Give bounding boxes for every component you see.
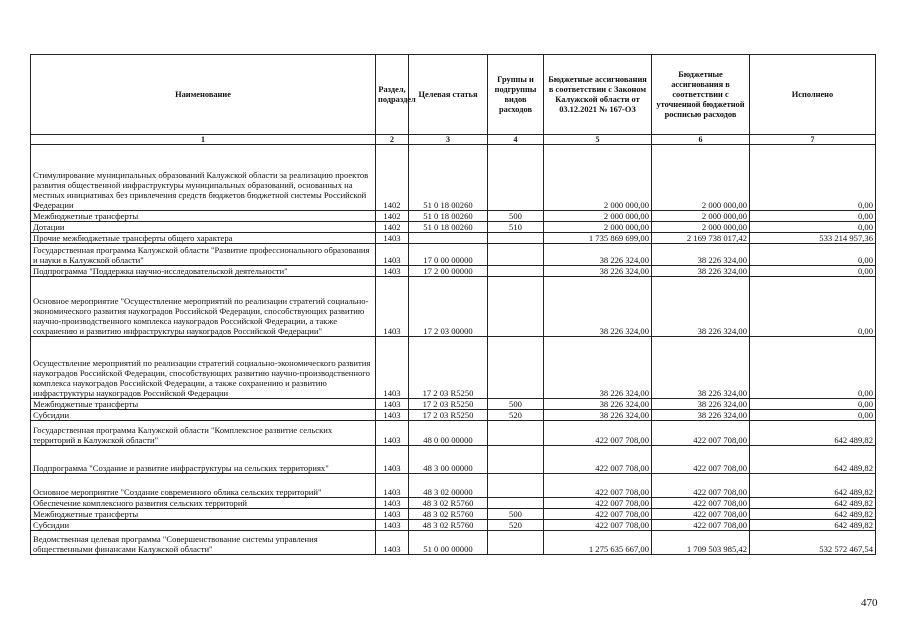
row-law-amount: 422 007 708,00 xyxy=(544,421,652,446)
row-section: 1403 xyxy=(376,266,409,277)
column-number: 3 xyxy=(409,135,488,145)
row-group xyxy=(488,277,544,337)
row-law-amount: 2 000 000,00 xyxy=(544,211,652,222)
row-section: 1403 xyxy=(376,498,409,509)
table-row xyxy=(31,474,876,498)
table-row xyxy=(31,531,876,555)
row-section: 1403 xyxy=(376,399,409,410)
table-row xyxy=(31,211,876,222)
row-name: Субсидии xyxy=(31,520,376,531)
row-section: 1403 xyxy=(376,446,409,474)
row-law-amount: 38 226 324,00 xyxy=(544,399,652,410)
row-refined-amount: 422 007 708,00 xyxy=(652,421,750,446)
header-group: Группы и подгруппы видов расходов xyxy=(488,55,544,135)
budget-table-sheet xyxy=(30,54,875,555)
row-section: 1403 xyxy=(376,509,409,520)
row-law-amount: 38 226 324,00 xyxy=(544,410,652,421)
row-refined-amount: 1 709 503 985,42 xyxy=(652,531,750,555)
row-executed-amount: 642 489,82 xyxy=(750,498,876,509)
row-refined-amount: 422 007 708,00 xyxy=(652,498,750,509)
row-law-amount: 1 735 869 699,00 xyxy=(544,233,652,244)
table-row xyxy=(31,266,876,277)
page-number: 470 xyxy=(861,597,878,609)
row-refined-amount: 422 007 708,00 xyxy=(652,474,750,498)
row-executed-amount: 642 489,82 xyxy=(750,474,876,498)
row-refined-amount: 38 226 324,00 xyxy=(652,410,750,421)
row-law-amount: 1 275 635 667,00 xyxy=(544,531,652,555)
row-executed-amount: 0,00 xyxy=(750,410,876,421)
row-target: 48 3 02 R5760 xyxy=(409,498,488,509)
table-row xyxy=(31,509,876,520)
column-number: 6 xyxy=(652,135,750,145)
row-name: Прочие межбюджетные трансферты общего характера xyxy=(31,233,376,244)
row-group: 520 xyxy=(488,520,544,531)
row-target: 48 3 02 00000 xyxy=(409,474,488,498)
row-group: 500 xyxy=(488,509,544,520)
table-row xyxy=(31,421,876,446)
row-group: 500 xyxy=(488,211,544,222)
row-name: Межбюджетные трансферты xyxy=(31,399,376,410)
row-executed-amount: 532 572 467,54 xyxy=(750,531,876,555)
row-target: 17 0 00 00000 xyxy=(409,244,488,266)
row-name: Ведомственная целевая программа "Совершенствование системы управления общественными финансами Калужской области" xyxy=(31,531,376,555)
row-group xyxy=(488,446,544,474)
row-name: Субсидии xyxy=(31,410,376,421)
row-target: 48 0 00 00000 xyxy=(409,421,488,446)
row-group: 520 xyxy=(488,410,544,421)
table-row xyxy=(31,244,876,266)
row-section: 1403 xyxy=(376,233,409,244)
row-name: Государственная программа Калужской области "Развитие профессионального образования и науки в Калужской области" xyxy=(31,244,376,266)
row-executed-amount: 642 489,82 xyxy=(750,509,876,520)
row-law-amount: 422 007 708,00 xyxy=(544,446,652,474)
table-row xyxy=(31,498,876,509)
row-name: Основное мероприятие "Осуществление мероприятий по реализации стратегий социально-экономического развития наукоградов Российской Федерации, способствующих развитию научно-производственного комплекса наукоградов Российской Федерации, а также сохранению и развитию инфраструктуры наукоградов Российской Федерации" xyxy=(31,277,376,337)
row-section: 1403 xyxy=(376,531,409,555)
row-executed-amount: 0,00 xyxy=(750,399,876,410)
row-target: 48 3 00 00000 xyxy=(409,446,488,474)
row-group xyxy=(488,266,544,277)
row-target: 48 3 02 R5760 xyxy=(409,509,488,520)
table-row xyxy=(31,399,876,410)
row-section: 1403 xyxy=(376,410,409,421)
table-row xyxy=(31,520,876,531)
row-law-amount: 2 000 000,00 xyxy=(544,222,652,233)
row-section: 1402 xyxy=(376,145,409,211)
row-target: 17 2 00 00000 xyxy=(409,266,488,277)
row-executed-amount: 0,00 xyxy=(750,266,876,277)
row-group xyxy=(488,474,544,498)
row-refined-amount: 38 226 324,00 xyxy=(652,244,750,266)
row-name: Государственная программа Калужской области "Комплексное развитие сельских территорий в Калужской области" xyxy=(31,421,376,446)
row-executed-amount: 0,00 xyxy=(750,145,876,211)
header-row xyxy=(31,55,876,135)
row-law-amount: 38 226 324,00 xyxy=(544,277,652,337)
row-refined-amount: 38 226 324,00 xyxy=(652,277,750,337)
column-number: 4 xyxy=(488,135,544,145)
table-row xyxy=(31,145,876,211)
row-refined-amount: 2 169 738 017,42 xyxy=(652,233,750,244)
row-group xyxy=(488,337,544,399)
row-refined-amount: 422 007 708,00 xyxy=(652,509,750,520)
row-executed-amount: 642 489,82 xyxy=(750,446,876,474)
row-group: 510 xyxy=(488,222,544,233)
row-law-amount: 422 007 708,00 xyxy=(544,474,652,498)
header-law: Бюджетные ассигнования в соответствии с Законом Калужской области от 03.12.2021 № 167-ОЗ xyxy=(544,55,652,135)
row-group: 500 xyxy=(488,399,544,410)
budget-table xyxy=(30,54,876,555)
row-group xyxy=(488,145,544,211)
row-target: 17 2 03 R5250 xyxy=(409,399,488,410)
row-name: Межбюджетные трансферты xyxy=(31,509,376,520)
row-target: 51 0 00 00000 xyxy=(409,531,488,555)
table-row xyxy=(31,446,876,474)
row-refined-amount: 38 226 324,00 xyxy=(652,399,750,410)
row-target: 48 3 02 R5760 xyxy=(409,520,488,531)
row-executed-amount: 0,00 xyxy=(750,277,876,337)
header-name: Наименование xyxy=(31,55,376,135)
row-section: 1403 xyxy=(376,474,409,498)
row-name: Дотации xyxy=(31,222,376,233)
row-group xyxy=(488,531,544,555)
row-section: 1403 xyxy=(376,337,409,399)
column-number: 7 xyxy=(750,135,876,145)
row-section: 1403 xyxy=(376,520,409,531)
row-executed-amount: 533 214 957,36 xyxy=(750,233,876,244)
row-executed-amount: 642 489,82 xyxy=(750,520,876,531)
table-row xyxy=(31,337,876,399)
row-refined-amount: 2 000 000,00 xyxy=(652,211,750,222)
row-section: 1403 xyxy=(376,421,409,446)
column-number: 2 xyxy=(376,135,409,145)
header-refined: Бюджетные ассигнования в соответствии с уточненной бюджетной росписью расходов xyxy=(652,55,750,135)
row-law-amount: 422 007 708,00 xyxy=(544,509,652,520)
row-executed-amount: 0,00 xyxy=(750,244,876,266)
row-law-amount: 422 007 708,00 xyxy=(544,498,652,509)
row-refined-amount: 2 000 000,00 xyxy=(652,222,750,233)
row-group xyxy=(488,244,544,266)
row-target xyxy=(409,233,488,244)
row-name: Обеспечение комплексного развития сельских территорий xyxy=(31,498,376,509)
row-target: 51 0 18 00260 xyxy=(409,145,488,211)
row-name: Стимулирование муниципальных образований Калужской области за реализацию проектов развития общественной инфраструктуры муниципальных образований, основанных на местных инициативах без привлечения средств бюджетов бюджетной системы Российской Федерации xyxy=(31,145,376,211)
row-group xyxy=(488,233,544,244)
row-executed-amount: 0,00 xyxy=(750,337,876,399)
row-refined-amount: 38 226 324,00 xyxy=(652,337,750,399)
row-law-amount: 38 226 324,00 xyxy=(544,266,652,277)
row-executed-amount: 0,00 xyxy=(750,211,876,222)
table-row xyxy=(31,410,876,421)
row-law-amount: 38 226 324,00 xyxy=(544,337,652,399)
row-section: 1402 xyxy=(376,222,409,233)
row-target: 17 2 03 00000 xyxy=(409,277,488,337)
header-target: Целевая статья xyxy=(409,55,488,135)
row-executed-amount: 0,00 xyxy=(750,222,876,233)
header-section: Раздел, подраздел xyxy=(376,55,409,135)
row-refined-amount: 422 007 708,00 xyxy=(652,446,750,474)
row-refined-amount: 2 000 000,00 xyxy=(652,145,750,211)
row-group xyxy=(488,421,544,446)
row-section: 1403 xyxy=(376,244,409,266)
table-row xyxy=(31,277,876,337)
row-name: Межбюджетные трансферты xyxy=(31,211,376,222)
table-row xyxy=(31,222,876,233)
row-target: 51 0 18 00260 xyxy=(409,222,488,233)
column-number: 1 xyxy=(31,135,376,145)
row-name: Осуществление мероприятий по реализации стратегий социально-экономического развития наукоградов Российской Федерации, способствующих развитию научно-производственного комплекса наукоградов Российской Федерации, а также сохранению и развитию инфраструктуры наукоградов Российской Федерации xyxy=(31,337,376,399)
row-refined-amount: 38 226 324,00 xyxy=(652,266,750,277)
row-law-amount: 422 007 708,00 xyxy=(544,520,652,531)
header-executed: Исполнено xyxy=(750,55,876,135)
column-number-row xyxy=(31,135,876,145)
row-section: 1402 xyxy=(376,211,409,222)
column-number: 5 xyxy=(544,135,652,145)
row-refined-amount: 422 007 708,00 xyxy=(652,520,750,531)
row-target: 17 2 03 R5250 xyxy=(409,410,488,421)
row-name: Подпрограмма "Создание и развитие инфраструктуры на сельских территориях" xyxy=(31,446,376,474)
row-section: 1403 xyxy=(376,277,409,337)
row-law-amount: 38 226 324,00 xyxy=(544,244,652,266)
row-executed-amount: 642 489,82 xyxy=(750,421,876,446)
row-name: Подпрограмма "Поддержка научно-исследовательской деятельности" xyxy=(31,266,376,277)
row-group xyxy=(488,498,544,509)
table-row xyxy=(31,233,876,244)
row-target: 51 0 18 00260 xyxy=(409,211,488,222)
row-name: Основное мероприятие "Создание современного облика сельских территорий" xyxy=(31,474,376,498)
row-target: 17 2 03 R5250 xyxy=(409,337,488,399)
row-law-amount: 2 000 000,00 xyxy=(544,145,652,211)
